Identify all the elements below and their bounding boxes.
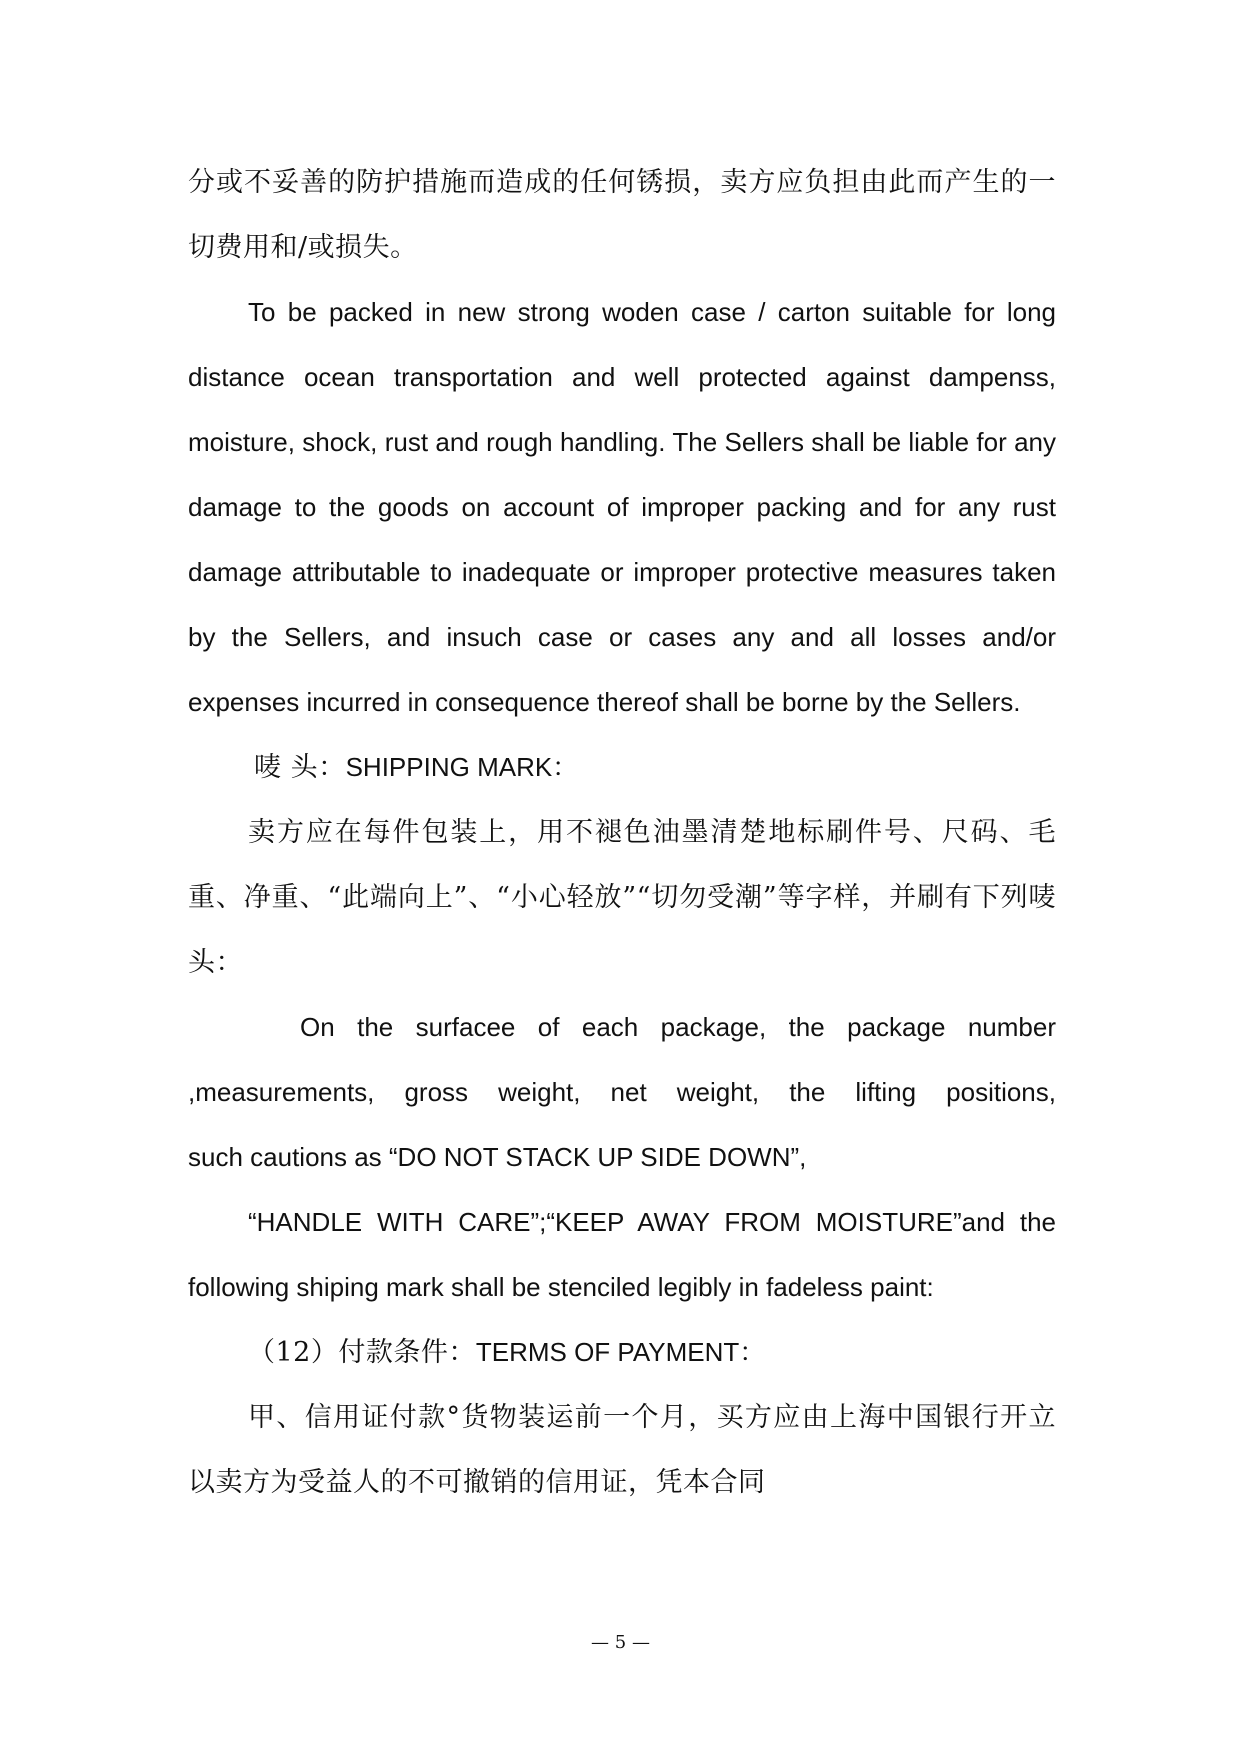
shipping-mark-heading-en: SHIPPING MARK：	[345, 752, 579, 782]
payment-terms-heading	[188, 1320, 1056, 1385]
shipping-mark-heading-cn: 唛 头：	[254, 752, 346, 783]
page-number: — 5 —	[591, 1632, 650, 1653]
document-page	[188, 150, 1056, 1515]
shipping-mark-heading	[188, 735, 1056, 800]
shipping-mark-clause-en-part1: On the surfacee of each package, the package number ,measurements, gross weight, net weight, the lifting positions,	[188, 1012, 1056, 1107]
payment-terms-heading-en: TERMS OF PAYMENT：	[475, 1337, 766, 1367]
packing-clause-en: To be packed in new strong woden case / carton suitable for long distance ocean transportation and well protected against dampenss, moisture, shock, rust and rough handling. The Sellers shall be liable for any damage to the goods on account of improper packing and for any rust damage attributable to inadequate or improper protective measures taken by the Sellers, and insuch case or cases any and all losses and/or expenses incurred in consequence thereof shall be borne by the Sellers.	[188, 297, 1056, 717]
shipping-mark-clause-en-part3: “HANDLE WITH CARE”;“KEEP AWAY FROM MOISTURE”and the following shiping mark shall be stenciled legibly in fadeless paint:	[188, 1207, 1056, 1302]
payment-terms-heading-cn: （12）付款条件：	[248, 1337, 476, 1368]
packing-clause-cn-end: 分或不妥善的防护措施而造成的任何锈损，卖方应负担由此而产生的一切费用和/或损失。	[188, 167, 1056, 263]
shipping-mark-clause-cn: 卖方应在每件包装上，用不褪色油墨清楚地标刷件号、尺码、毛重、净重、“此端向上”、“小心轻放”“切勿受潮”等字样，并刷有下列唛头：	[188, 817, 1056, 978]
payment-lc-clause-cn: 甲、信用证付款°货物装运前一个月，买方应由上海中国银行开立以卖方为受益人的不可撤销的信用证，凭本合同	[188, 1402, 1056, 1498]
shipping-mark-clause-en-part2: such cautions as “DO NOT STACK UP SIDE DOWN”,	[188, 1142, 807, 1172]
